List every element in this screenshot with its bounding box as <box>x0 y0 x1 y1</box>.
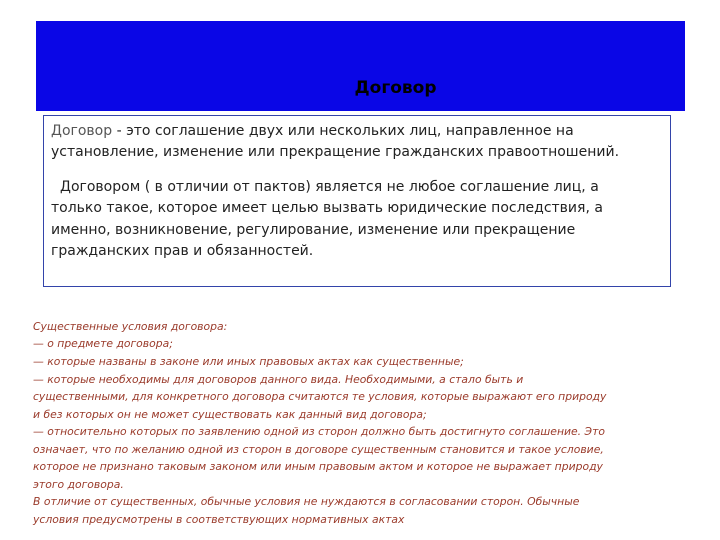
conditions-line: и без которых он не может существовать как данный вид договора; <box>33 408 427 421</box>
definition-box <box>43 115 671 287</box>
conditions-line: существенными, для конкретного договора считаются те условия, которые выражают его природу <box>33 390 607 403</box>
conditions-line: означает, что по желанию одной из сторон в договоре существенным становится и такое условие, <box>33 443 604 456</box>
conditions-line: — о предмете договора; <box>33 337 173 350</box>
definition-paragraph-2-line-3: именно, возникновение, регулирование, изменение или прекращение <box>51 222 576 238</box>
conditions-line: этого договора. <box>33 478 124 491</box>
conditions-line: — относительно которых по заявлению одной из сторон должно быть достигнуто соглашение. Это <box>33 425 605 438</box>
conditions-line: В отличие от существенных, обычные условия не нуждаются в согласовании сторон. Обычные <box>33 495 580 508</box>
conditions-line: — которые необходимы для договоров данного вида. Необходимыми, а стало быть и <box>33 373 524 386</box>
conditions-line: условия предусмотрены в соответствующих нормативных актах <box>33 513 405 526</box>
title-banner <box>36 21 685 111</box>
conditions-line: — которые названы в законе или иных правовых актах как существенные; <box>33 355 464 368</box>
definition-paragraph-2-line-1: Договором ( в отличии от пактов) является не любое соглашение лиц, а <box>60 179 599 195</box>
definition-line-1-text: - это соглашение двух или нескольких лиц, направленное на <box>112 123 574 139</box>
page-title: Договор <box>354 78 437 98</box>
definition-paragraph-2-line-2: только такое, которое имеет целью вызвать юридические последствия, а <box>51 200 603 216</box>
definition-term: Договор <box>51 123 113 139</box>
definition-paragraph-2-line-4: гражданских прав и обязанностей. <box>51 243 314 259</box>
definition-line-1 <box>51 121 574 141</box>
definition-line-2: установление, изменение или прекращение гражданских правоотношений. <box>51 144 620 160</box>
conditions-line: Существенные условия договора: <box>33 320 228 333</box>
conditions-line: которое не признано таковым законом или иным правовым актом и которое не выражает природу <box>33 460 603 473</box>
